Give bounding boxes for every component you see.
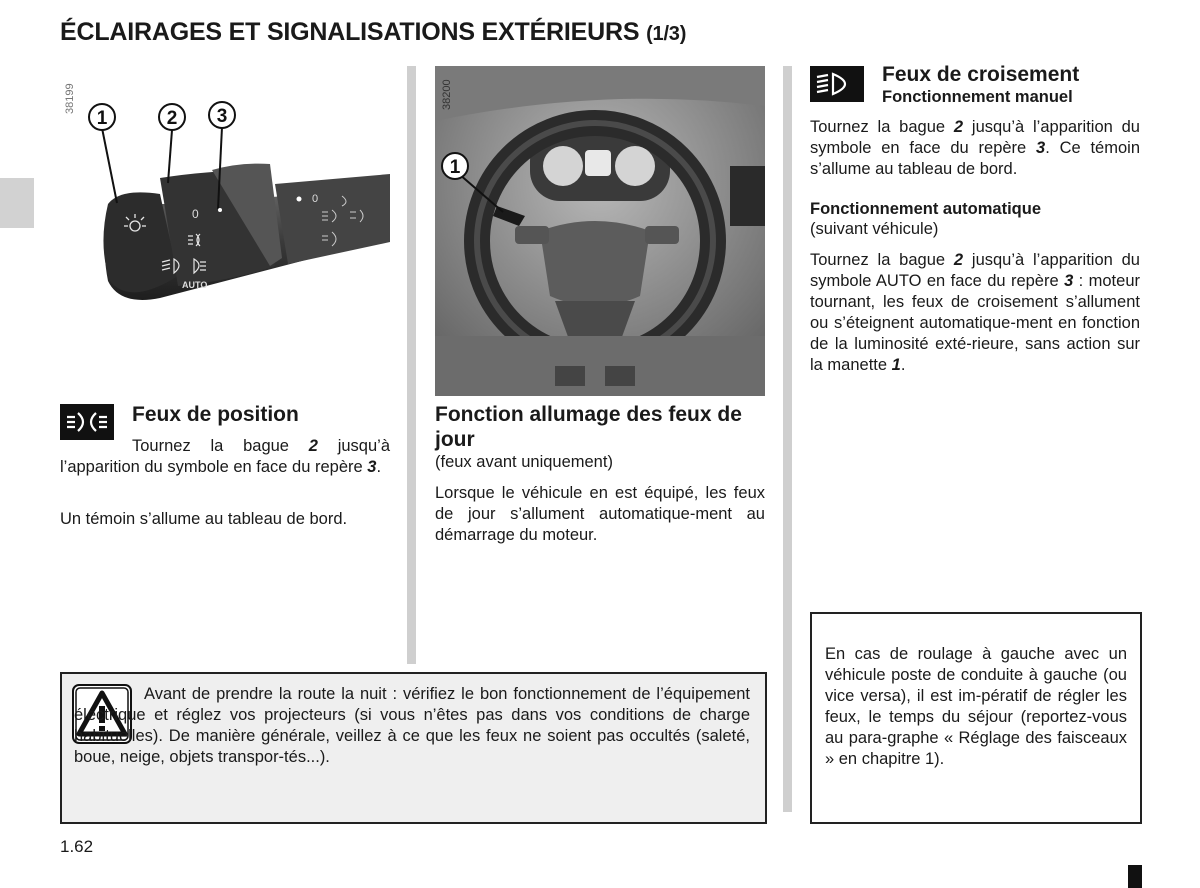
auto-mode-title: Fonctionnement automatique <box>810 200 1041 218</box>
figure-ref-left: 38199 <box>64 83 76 114</box>
callout-3 <box>209 102 235 128</box>
zero-mark-b: 0 <box>312 193 319 205</box>
low-beam-paragraph-2: Tournez la bague 2 jusqu’à l’apparition du symbole AUTO en face du repère 3 : moteur tournant, les feux de croisement s’allument ou s’éteignent automatique-ment en fonction de la luminosité exté-rieure, sans action sur la manette 1. <box>810 251 1140 374</box>
low-beam-paragraph-1: Tournez la bague 2 jusqu’à l’apparition du symbole en face du repère 3. Ce témoin s’allume au tableau de bord. <box>810 118 1140 178</box>
note-text: En cas de roulage à gauche avec un véhicule poste de conduite à gauche (ou vice versa), il est im-pératif de régler les feux, le temps du séjour (reportez-vous au para-graphe « Réglage des faisceaux » en chapitre 1). <box>825 645 1127 768</box>
figure-ref-right: 38200 <box>441 79 453 110</box>
title-part: (1/3) <box>646 23 687 45</box>
corner-mark <box>1128 865 1142 888</box>
daytime-subtitle: (feux avant uniquement) <box>435 453 613 471</box>
warning-box <box>60 672 767 824</box>
zero-mark-a: 0 <box>192 207 199 221</box>
page-title: ÉCLAIRAGES ET SIGNALISATIONS EXTÉRIEURS (1/3) <box>60 18 687 46</box>
column-divider-right <box>783 66 792 812</box>
section-title-low-beam: Feux de croisement <box>882 63 1080 86</box>
callout-1 <box>89 104 115 130</box>
figure-steering-wheel <box>435 66 765 396</box>
daytime-paragraph: Lorsque le véhicule en est équipé, les feux de jour s’allument automatique-ment au démarrage du moteur. <box>435 484 765 544</box>
position-lights-icon <box>60 404 114 440</box>
column-divider-left <box>407 66 416 664</box>
warning-text: Avant de prendre la route la nuit : vérifiez le bon fonctionnement de l’équipement électrique et réglez vos projecteurs (si vous n’êtes pas dans vos conditions de charge habituelles). De manière générale, veillez à ce que les feux ne soient pas occultés (saleté, boue, neige, objets transpor-tés...). <box>74 685 750 766</box>
callout-1-wheel <box>442 153 468 179</box>
chapter-tab <box>0 178 34 228</box>
auto-mode-subtitle: (suivant véhicule) <box>810 220 939 238</box>
section-title-position: Feux de position <box>132 403 299 426</box>
svg-text:1: 1 <box>449 157 461 178</box>
svg-text:3: 3 <box>216 106 228 127</box>
position-paragraph-1: Tournez la bague 2 jusqu’à l’apparition du symbole en face du repère 3. <box>60 437 390 476</box>
low-beam-subtitle: Fonctionnement manuel <box>882 88 1073 106</box>
callout-2 <box>159 104 185 130</box>
figure-light-stalk <box>60 66 398 386</box>
auto-label: AUTO <box>182 280 208 290</box>
position-paragraph-2: Un témoin s’allume au tableau de bord. <box>60 510 348 528</box>
page-number: 1.62 <box>60 837 94 856</box>
svg-text:2: 2 <box>166 108 178 129</box>
note-box <box>810 612 1142 824</box>
svg-text:1: 1 <box>96 108 108 129</box>
low-beam-icon <box>810 66 864 102</box>
section-title-daytime: Fonction allumage des feux de jour <box>435 403 742 451</box>
